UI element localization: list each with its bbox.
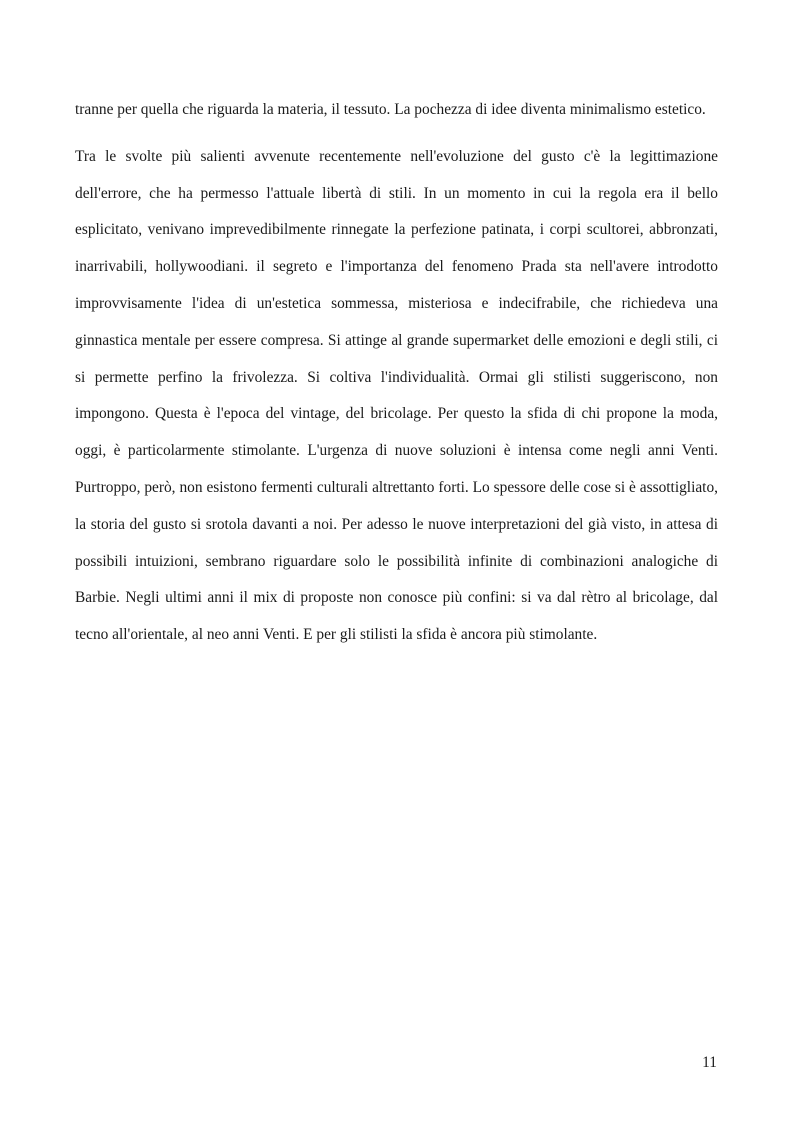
paragraph-legitimation-of-error: Tra le svolte più salienti avvenute recentemente nell'evoluzione del gusto c'è la legittimazione dell'errore, che ha permesso l'attuale libertà di stili. In un momento in cui la regola era il bello esplicitato, venivano imprevedibilmente rinnegate la perfezione patinata, i corpi scultorei, abbronzati, inarrivabili, hollywoodiani. il segreto e l'importanza del fenomeno Prada sta nell'avere introdotto improvvisamente l'idea di un'estetica sommessa, misteriosa e indecifrabile, che richiedeva una ginnastica mentale per essere compresa. Si attinge al grande supermarket delle emozioni e degli stili, ci si permette perfino la frivolezza. Si coltiva l'individualità. Ormai gli stilisti suggeriscono, non impongono. Questa è l'epoca del vintage, del bricolage. Per questo la sfida di chi propone la moda, oggi, è particolarmente stimolante. L'urgenza di nuove soluzioni è intensa come negli anni Venti. Purtroppo, però, non esistono fermenti culturali altrettanto forti. Lo spessore delle cose si è assottigliato, la storia del gusto si srotola davanti a noi. Per adesso le nuove interpretazioni del già visto, in attesa di possibili intuizioni, sembrano riguardare solo le possibilità infinite di combinazioni analogiche di Barbie. Negli ultimi anni il mix di proposte non conosce più confini: si va dal rètro al bricolage, dal tecno all'orientale, al neo anni Venti. E per gli stilisti la sfida è ancora più stimolante. xyxy=(75,147,718,644)
paragraph-continuation: tranne per quella che riguarda la materia, il tessuto. La pochezza di idee diventa minimalismo estetico. xyxy=(75,101,706,118)
body-text xyxy=(75,92,718,664)
page-number: 11 xyxy=(702,1054,717,1071)
